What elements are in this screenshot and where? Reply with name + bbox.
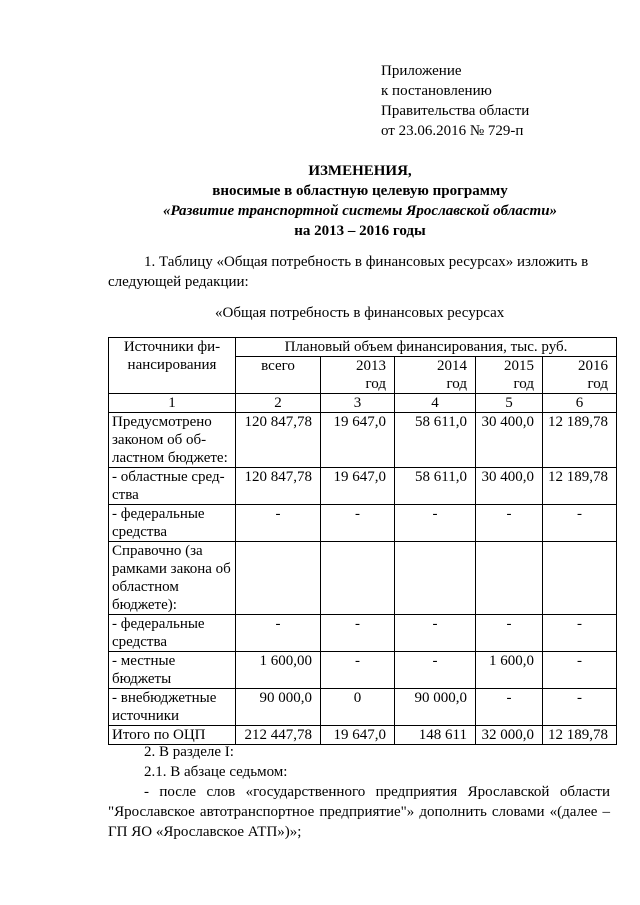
table-row — [109, 505, 617, 542]
table-row — [109, 468, 617, 505]
title-heading: ИЗМЕНЕНИЯ, — [308, 163, 412, 179]
column-number: 6 — [543, 394, 617, 413]
appendix-block — [381, 61, 529, 141]
cell-2014: 58 611,0 — [395, 468, 476, 505]
appendix-line: Приложение — [381, 63, 462, 79]
cell-2013 — [321, 542, 395, 615]
section-heading: 2. В разделе I: — [144, 744, 234, 760]
title-line: вносимые в областную целевую программу — [212, 183, 508, 199]
table-row — [109, 413, 617, 468]
row-label: - областные сред- ства — [109, 468, 236, 505]
column-number: 3 — [321, 394, 395, 413]
cell-2016: 12 189,78 — [543, 468, 617, 505]
header-year: 2013 год — [321, 357, 395, 394]
cell-total: - — [236, 615, 321, 652]
cell-2014: - — [395, 652, 476, 689]
row-label: Предусмотрено законом об об- ластном бюджете: — [109, 413, 236, 468]
row-label: - федеральные средства — [109, 615, 236, 652]
cell-2015: - — [476, 689, 543, 726]
cell-2015: 30 400,0 — [476, 468, 543, 505]
cell-total — [236, 542, 321, 615]
column-number: 4 — [395, 394, 476, 413]
section-2 — [108, 742, 610, 842]
cell-2013: - — [321, 505, 395, 542]
program-name: «Развитие транспортной системы Ярославской области» — [162, 203, 558, 219]
cell-2016: - — [543, 615, 617, 652]
header-year: 2014 год — [395, 357, 476, 394]
row-label: Итого по ОЦП — [109, 726, 236, 745]
header-sources: Источники фи- нансирования — [109, 338, 236, 394]
cell-total: 1 600,00 — [236, 652, 321, 689]
header-total: всего — [236, 357, 321, 394]
cell-2014: - — [395, 505, 476, 542]
cell-2016: - — [543, 689, 617, 726]
cell-total: 212 447,78 — [236, 726, 321, 745]
table-row — [109, 542, 617, 615]
column-number-row — [109, 394, 617, 413]
cell-2014: 148 611 — [395, 726, 476, 745]
cell-total: - — [236, 505, 321, 542]
cell-2013: - — [321, 615, 395, 652]
paragraph-1-line: 1. Таблицу «Общая потребность в финансовых ресурсах» изложить в — [144, 254, 589, 270]
table-row — [109, 615, 617, 652]
cell-2014 — [395, 542, 476, 615]
cell-2014: 58 611,0 — [395, 413, 476, 468]
appendix-line: к постановлению — [381, 83, 492, 99]
appendix-line: Правительства области — [381, 103, 530, 119]
cell-2015: - — [476, 505, 543, 542]
cell-2016: - — [543, 505, 617, 542]
cell-2015: 1 600,0 — [476, 652, 543, 689]
cell-2016: 12 189,78 — [543, 726, 617, 745]
cell-2013: - — [321, 652, 395, 689]
paragraph-1 — [108, 252, 610, 292]
cell-2015: 32 000,0 — [476, 726, 543, 745]
header-plan: Плановый объем финансирования, тыс. руб. — [236, 338, 617, 357]
cell-2013: 19 647,0 — [321, 468, 395, 505]
cell-2015: 30 400,0 — [476, 413, 543, 468]
cell-2016: - — [543, 652, 617, 689]
amendment-text: - после слов «государственного предприятия Ярославской области "Ярославское автотранспортное предприятие"» дополнить словами «(далее – ГП ЯО «Ярославское АТП»)»; — [108, 784, 610, 840]
cell-2015 — [476, 542, 543, 615]
table-header-row — [109, 338, 617, 357]
title-period: на 2013 – 2016 годы — [294, 223, 426, 239]
row-label: Справочно (за рамками закона об областном бюджете): — [109, 542, 236, 615]
table-row — [109, 689, 617, 726]
header-year: 2016 год — [543, 357, 617, 394]
appendix-date-line: от 23.06.2016 № 729-п — [381, 123, 524, 139]
cell-2013: 19 647,0 — [321, 726, 395, 745]
cell-total: 90 000,0 — [236, 689, 321, 726]
table-heading: «Общая потребность в финансовых ресурсах — [215, 305, 505, 321]
cell-2013: 0 — [321, 689, 395, 726]
document-title — [60, 161, 640, 241]
cell-2016 — [543, 542, 617, 615]
column-number: 2 — [236, 394, 321, 413]
column-number: 1 — [109, 394, 236, 413]
table-row — [109, 652, 617, 689]
column-number: 5 — [476, 394, 543, 413]
row-label: - внебюджетные источники — [109, 689, 236, 726]
financing-table — [108, 337, 617, 745]
header-year: 2015 год — [476, 357, 543, 394]
row-label: - федеральные средства — [109, 505, 236, 542]
cell-2014: 90 000,0 — [395, 689, 476, 726]
cell-total: 120 847,78 — [236, 413, 321, 468]
cell-total: 120 847,78 — [236, 468, 321, 505]
cell-2015: - — [476, 615, 543, 652]
paragraph-1-line: следующей редакции: — [108, 274, 249, 290]
row-label: - местные бюджеты — [109, 652, 236, 689]
subsection-heading: 2.1. В абзаце седьмом: — [144, 764, 288, 780]
cell-2014: - — [395, 615, 476, 652]
cell-2016: 12 189,78 — [543, 413, 617, 468]
cell-2013: 19 647,0 — [321, 413, 395, 468]
